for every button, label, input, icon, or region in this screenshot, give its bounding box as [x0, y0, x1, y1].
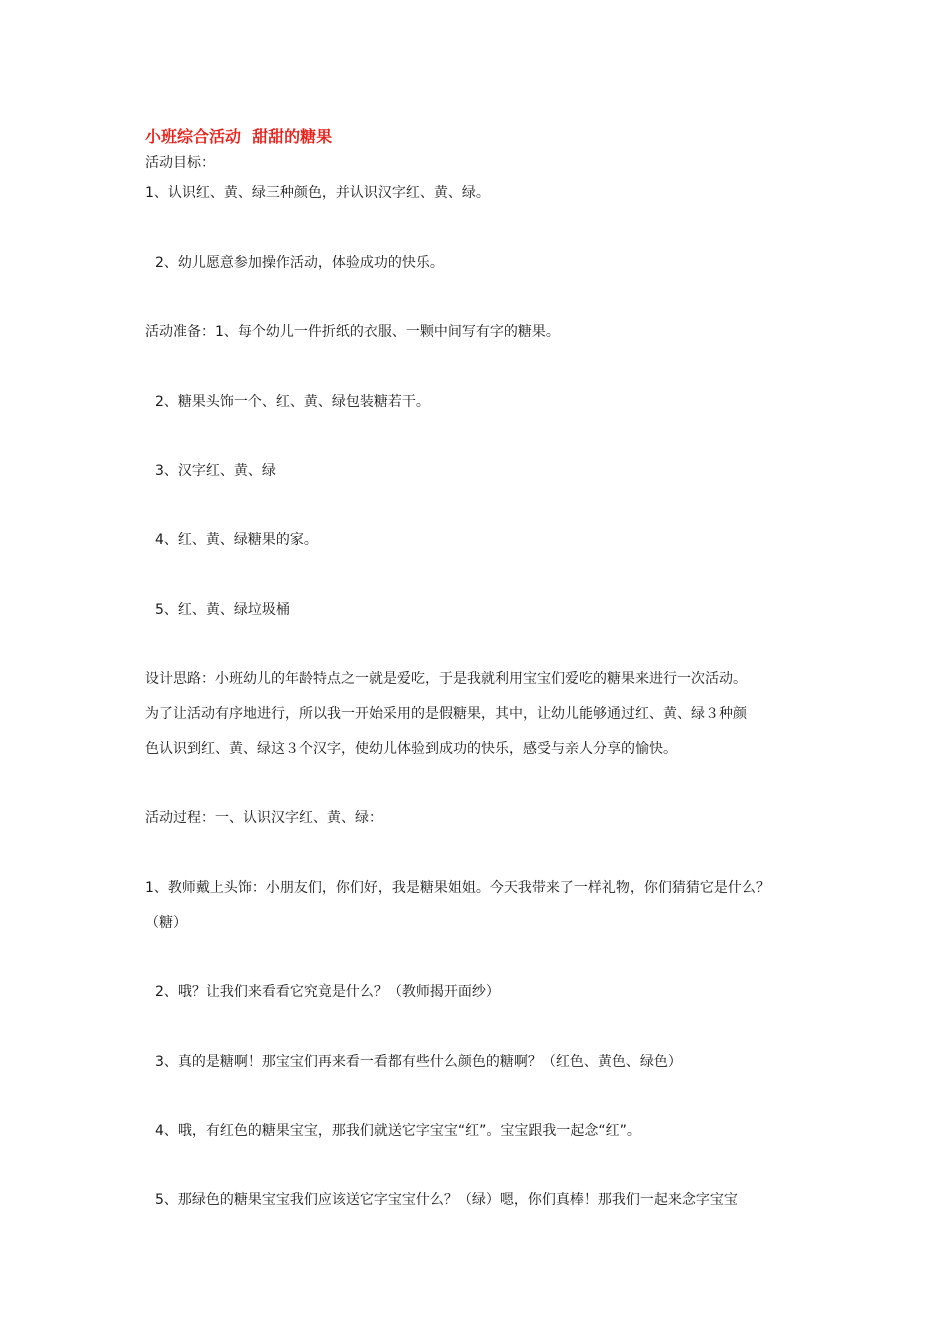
document-title: 小班综合活动 甜甜的糖果	[145, 127, 333, 146]
prep-item-5: 5、红、黄、绿垃圾桶	[155, 602, 290, 618]
process-step-1-answer: （糖）	[145, 915, 187, 931]
process-step-4: 4、哦，有红色的糖果宝宝，那我们就送它字宝宝“红”。宝宝跟我一起念“红”。	[155, 1123, 641, 1139]
goal-item-2: 2、幼儿愿意参加操作活动，体验成功的快乐。	[155, 255, 444, 271]
design-idea-line-1: 设计思路：小班幼儿的年龄特点之一就是爱吃，于是我就利用宝宝们爱吃的糖果来进行一次活动。	[145, 671, 747, 687]
process-step-3: 3、真的是糖啊！那宝宝们再来看一看都有些什么颜色的糖啊？（红色、黄色、绿色）	[155, 1054, 682, 1070]
prep-item-2: 2、糖果头饰一个、红、黄、绿包装糖若干。	[155, 394, 430, 410]
goal-item-1: 1、认识红、黄、绿三种颜色，并认识汉字红、黄、绿。	[145, 185, 490, 201]
process-heading: 活动过程：一、认识汉字红、黄、绿：	[145, 810, 383, 826]
process-step-5: 5、那绿色的糖果宝宝我们应该送它字宝宝什么？（绿）嗯，你们真棒！那我们一起来念字宝宝	[155, 1192, 738, 1208]
design-idea-line-3: 色认识到红、黄、绿这３个汉字，使幼儿体验到成功的快乐，感受与亲人分享的愉快。	[145, 741, 677, 757]
process-step-1: 1、教师戴上头饰：小朋友们，你们好，我是糖果姐姐。今天我带来了一样礼物，你们猜猜它是什么？	[145, 880, 770, 896]
prep-item-3: 3、汉字红、黄、绿	[155, 463, 276, 479]
design-idea-line-2: 为了让活动有序地进行，所以我一开始采用的是假糖果，其中，让幼儿能够通过红、黄、绿３种颜	[145, 706, 747, 722]
prep-item-4: 4、红、黄、绿糖果的家。	[155, 532, 318, 548]
prep-item-1: 活动准备：1、每个幼儿一件折纸的衣服、一颗中间写有字的糖果。	[145, 324, 560, 340]
goal-heading: 活动目标：	[145, 155, 215, 171]
process-step-2: 2、哦？让我们来看看它究竟是什么？（教师揭开面纱）	[155, 984, 500, 1000]
